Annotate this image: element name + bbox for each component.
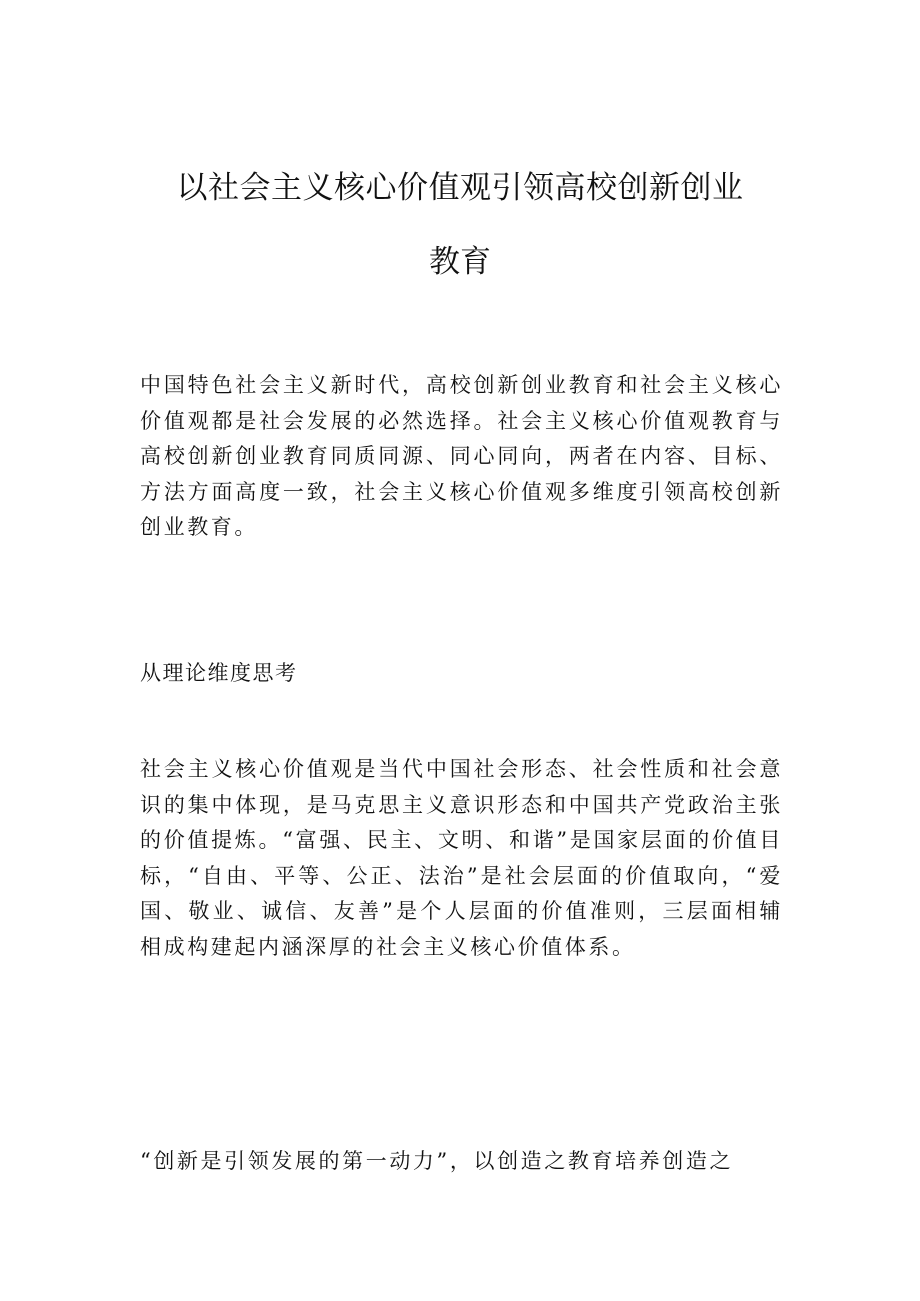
- paragraph-intro: 中国特色社会主义新时代，高校创新创业教育和社会主义核心价值观都是社会发展的必然选择。社会主义核心价值观教育与高校创新创业教育同质同源、同心同向，两者在内容、目标、方法方面高度一致，社会主义核心价值观多维度引领高校创新创业教育。: [140, 373, 783, 539]
- section-heading: 从理论维度思考: [140, 661, 298, 685]
- document-title-line-2: 教育: [429, 244, 491, 280]
- paragraph-theory: 社会主义核心价值观是当代中国社会形态、社会性质和社会意识的集中体现，是马克思主义意识形态和中国共产党政治主张的价值提炼。“富强、民主、文明、和谐”是国家层面的价值目标，“自由、平等、公正、法治”是社会层面的价值取向，“爱国、敬业、诚信、友善”是个人层面的价值准则，三层面相辅相成构建起内涵深厚的社会主义核心价值体系。: [140, 757, 783, 959]
- document-title-line-1: 以社会主义核心价值观引领高校创新创业: [176, 170, 744, 206]
- paragraph-innovation: “创新是引领发展的第一动力”，以创造之教育培养创造之: [140, 1149, 734, 1173]
